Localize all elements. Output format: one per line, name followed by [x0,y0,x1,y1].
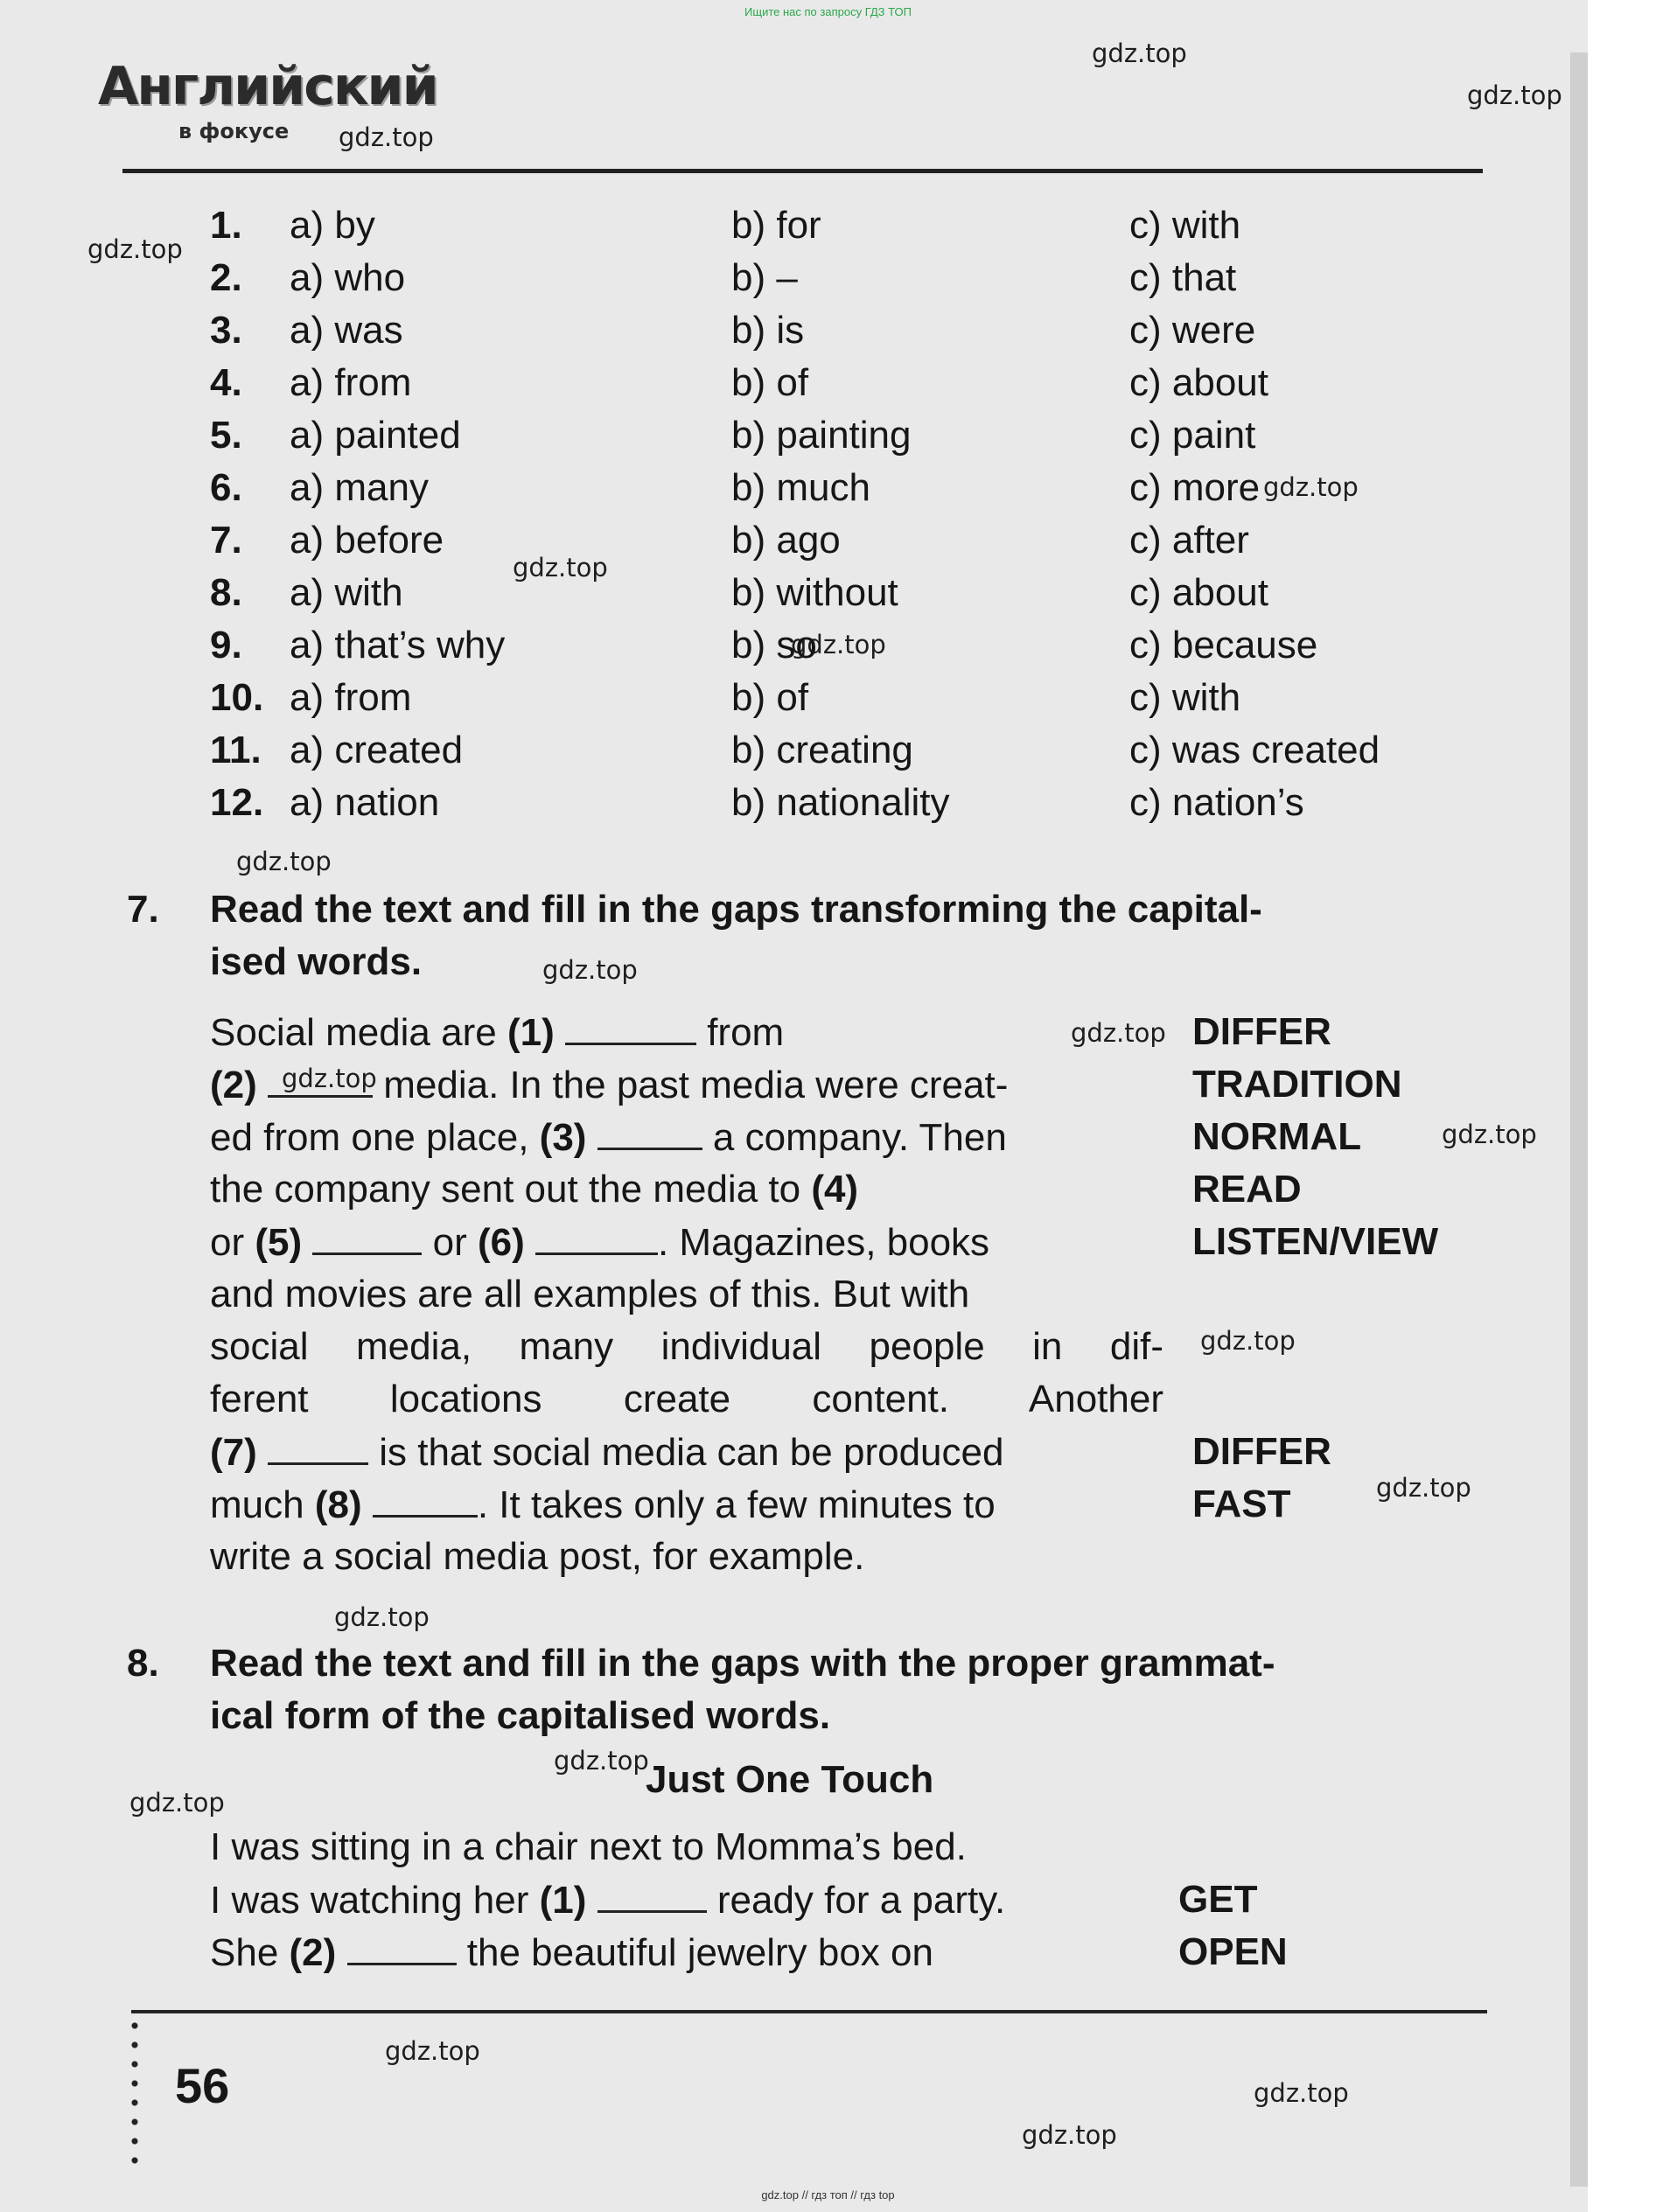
answer-row: 2. a) who b) – c) that [210,252,1435,304]
answer-options-list [210,199,1435,829]
text: Social media are [210,1011,507,1054]
text: much [210,1483,315,1526]
option-c: c) about [1129,571,1268,614]
option-c: c) because [1129,624,1318,666]
option-b: b) ago [731,519,841,562]
option-b: b) of [731,361,809,404]
answer-row: 5. a) painted b) painting c) paint [210,409,1435,462]
watermark: gdz.top [236,847,332,876]
answer-row: 11. a) created b) creating c) was created [210,724,1435,777]
option-a: a) created [290,729,464,771]
capitalised-word: DIFFER [1192,1430,1331,1473]
gap-blank[interactable] [373,1478,478,1518]
gap-blank[interactable] [535,1216,658,1255]
capitalised-word: DIFFER [1192,1010,1331,1053]
watermark: gdz.top [1442,1120,1537,1149]
option-c: c) paint [1129,414,1256,457]
text-line [210,1874,1005,1926]
text-line [210,1163,1163,1216]
text: from [695,1011,785,1054]
text: or [422,1221,478,1264]
watermark: gdz.top [554,1746,649,1776]
bottom-note[interactable]: gdz.top // гдз топ // гдз top [761,2188,895,2202]
exercise-number: 8. [127,1642,159,1685]
gap-blank[interactable] [312,1216,422,1255]
watermark: gdz.top [1022,2120,1117,2150]
exercise-number: 7. [127,888,159,931]
text-line [210,1111,1163,1163]
option-a: a) with [290,571,403,614]
watermark: gdz.top [87,234,183,264]
watermark: gdz.top [1092,38,1187,68]
watermark: gdz.top [542,955,638,985]
gap-blank[interactable] [268,1058,373,1098]
capitalised-word: READ [1192,1168,1302,1211]
option-a: a) by [290,204,375,247]
capitalised-word: TRADITION [1192,1063,1402,1106]
watermark: gdz.top [129,1788,225,1818]
option-a: a) nation [290,781,440,824]
gap-number: (2) [289,1931,337,1974]
watermark: gdz.top [339,122,434,152]
gap-blank[interactable] [347,1926,457,1965]
text-line: social media, many individual people in dif- [210,1325,1163,1368]
text-line: and movies are all examples of this. But with [210,1273,970,1315]
text-line: I was sitting in a chair next to Momma’s bed. [210,1825,967,1868]
text: or [210,1221,255,1264]
capitalised-word: LISTEN/VIEW [1192,1220,1439,1263]
answer-row: 10. a) from b) of c) with [210,672,1435,724]
exercise-instruction [210,1637,1478,1742]
answer-row: 12. a) nation b) nationality c) nation’s [210,777,1435,829]
answer-row: 7. a) before b) ago c) after [210,514,1435,567]
gap-blank[interactable] [597,1874,707,1913]
answer-row: 4. a) from b) of c) about [210,357,1435,409]
gap-blank[interactable] [597,1111,702,1150]
text: a company. Then [702,1116,1007,1159]
text: . It takes only a few minutes to [477,1483,996,1526]
answer-row: 1. a) by b) for c) with [210,199,1435,252]
text: is that social media can be produced [368,1431,1004,1474]
text: ed from one place, [210,1116,540,1159]
gap-number: (8) [314,1483,362,1526]
gap-blank[interactable] [565,1006,696,1045]
instruction-line: Read the text and fill in the gaps transforming the capital- [210,888,1262,931]
gap-number: (1) [539,1879,587,1922]
option-b: b) of [731,676,809,719]
option-c: c) that [1129,256,1237,299]
answer-row: 6. a) many b) much c) more [210,462,1435,514]
option-a: a) was [290,309,403,352]
option-a: a) many [290,466,429,509]
option-a: a) painted [290,414,461,457]
option-b: b) creating [731,729,913,771]
option-a: a) that’s why [290,624,506,666]
exercise-8-text [210,1821,1005,1978]
option-c: c) were [1129,309,1256,352]
text: . Magazines, books [657,1221,990,1264]
capitalised-word: GET [1178,1878,1258,1921]
page-number: 56 [175,2058,230,2113]
text-line: write a social media post, for example. [210,1535,865,1578]
watermark: gdz.top [385,2036,480,2066]
instruction-line: ised words. [210,940,423,983]
watermark: gdz.top [513,553,608,583]
text-line [210,1216,1163,1268]
option-c: c) nation’s [1129,781,1304,824]
watermark: gdz.top [1376,1473,1471,1503]
gap-number: (5) [255,1221,303,1264]
text-line [210,1478,1163,1531]
page-edge [1570,52,1588,2187]
text: media. In the past media were creat- [373,1064,1009,1106]
option-b: b) much [731,466,870,509]
option-b: b) without [731,571,898,614]
option-a: a) before [290,519,444,562]
logo-title: Английский [98,56,437,117]
instruction-line: Read the text and fill in the gaps with the proper grammat- [210,1642,1275,1685]
option-c: c) with [1129,676,1241,719]
header-rule [122,169,1483,173]
option-a: a) from [290,361,412,404]
option-b: b) nationality [731,781,950,824]
option-b: b) is [731,309,805,352]
option-c: c) after [1129,519,1249,562]
text-line [210,1426,1163,1478]
text-line [210,1006,1163,1058]
story-title: Just One Touch [646,1758,934,1801]
footer-dots [131,2016,138,2169]
answer-row: 8. a) with b) without c) about [210,567,1435,619]
watermark: gdz.top [334,1602,430,1632]
logo-subtitle: в фокусе [178,119,290,143]
option-b: b) so [731,624,817,666]
capitalised-word: FAST [1192,1483,1291,1525]
text-line [210,1058,1163,1111]
gap-number: (6) [477,1221,525,1264]
option-c: c) was created [1129,729,1380,771]
gap-number: (2) [210,1064,257,1106]
top-note[interactable]: Ищите нас по запросу ГДЗ ТОП [744,5,912,18]
gap-number: (7) [210,1431,257,1474]
gap-blank[interactable] [268,1426,368,1465]
gap-number: (3) [539,1116,587,1159]
option-b: b) painting [731,414,912,457]
watermark: gdz.top [791,630,886,659]
capitalised-word: NORMAL [1192,1115,1362,1158]
exercise-7-text [210,1006,1163,1583]
answer-row: 3. a) was b) is c) were [210,304,1435,357]
watermark: gdz.top [1263,472,1359,502]
watermark: gdz.top [1200,1326,1296,1356]
watermark: gdz.top [1467,80,1562,110]
text: ready for a party. [706,1879,1006,1922]
watermark: gdz.top [282,1064,377,1093]
exercise-instruction [210,883,1478,988]
text: the beautiful jewelry box on [456,1931,933,1974]
answer-row: 9. a) that’s why b) so c) because [210,619,1435,672]
option-b: b) – [731,256,798,299]
gap-number: (4) [811,1168,859,1211]
text: I was watching her [210,1879,540,1922]
option-a: a) who [290,256,406,299]
gap-number: (1) [507,1011,555,1054]
watermark: gdz.top [1071,1018,1166,1048]
option-c: c) about [1129,361,1268,404]
watermark: gdz.top [1254,2078,1349,2108]
text-line [210,1926,1005,1978]
text: the company sent out the media to [210,1168,812,1211]
text-line: ferent locations create content. Another [210,1378,1163,1420]
option-c: c) more [1129,466,1261,509]
option-b: b) for [731,204,821,247]
text: She [210,1931,290,1974]
option-c: c) with [1129,204,1241,247]
capitalised-word: OPEN [1178,1930,1288,1973]
instruction-line: ical form of the capitalised words. [210,1694,831,1737]
footer-rule [131,2010,1487,2013]
option-a: a) from [290,676,412,719]
